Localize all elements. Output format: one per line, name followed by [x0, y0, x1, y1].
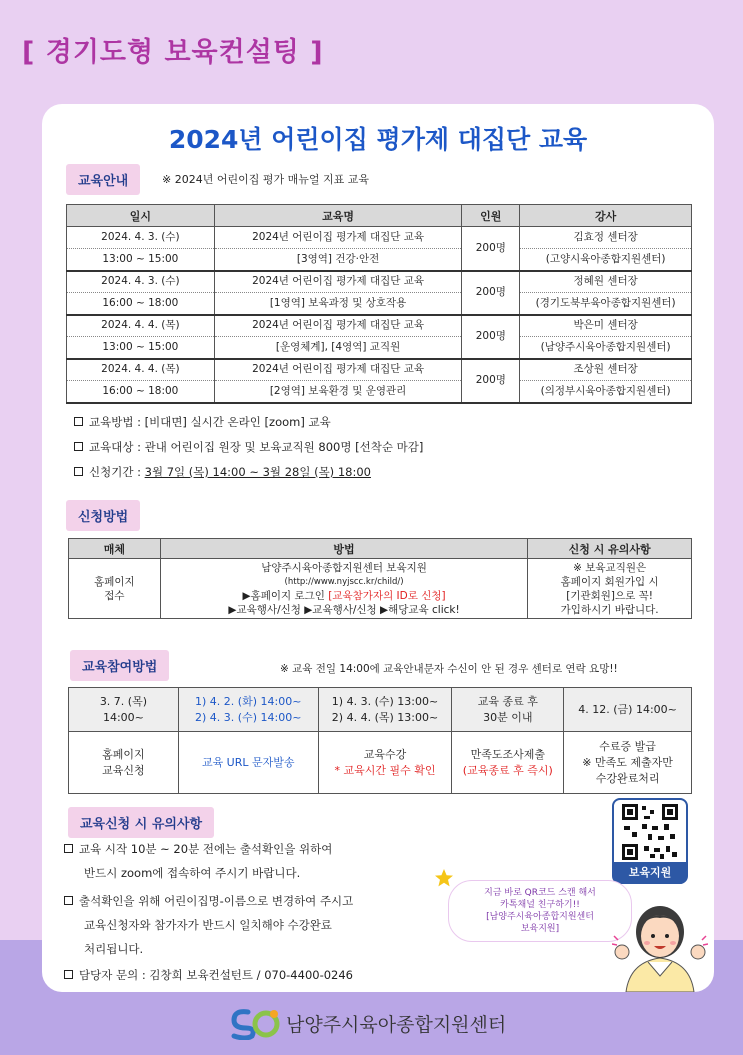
course-area: [운영체계], [4영역] 교직원: [214, 337, 462, 359]
session-count: 200명: [462, 359, 520, 403]
step-date-cell: 4. 12. (금) 14:00~: [564, 688, 692, 732]
step-label-row: [69, 732, 692, 794]
caution-text: 홈페이지 회원가입 시: [560, 575, 659, 588]
method-text: 남양주시육아종합지원센터 보육지원: [261, 561, 427, 574]
step-date: 1) 4. 2. (화) 14:00~: [195, 694, 302, 708]
bubble-text: 보육지원]: [520, 924, 560, 934]
checkbox-square-icon: [64, 844, 73, 853]
step-date: 2) 4. 3. (수) 14:00~: [195, 710, 302, 724]
table-row: [67, 227, 692, 249]
method-text: [161, 589, 527, 603]
caution-text: ※ 보육교직원은: [573, 561, 647, 574]
course-area: [3영역] 건강·안전: [214, 249, 462, 271]
table-row: [67, 315, 692, 337]
step-date-row: [69, 688, 692, 732]
media-text: 접수: [104, 589, 125, 602]
media-cell: [69, 559, 161, 619]
session-time: 13:00 ~ 15:00: [67, 249, 215, 271]
bubble-text: [남양주시육아종합지원센터: [486, 912, 594, 922]
table-row: [69, 559, 692, 619]
method-login: ▶홈페이지 로그인: [242, 589, 329, 602]
table-row: [67, 337, 692, 359]
header-caution: 신청 시 유의사항: [528, 539, 692, 559]
bullet-text: 교육 시작 10분 ~ 20분 전에는 출석확인을 위하여: [79, 842, 333, 856]
session-date: 2024. 4. 4. (목): [67, 315, 215, 337]
step-label: 교육수강: [363, 747, 407, 761]
checkbox-square-icon: [74, 442, 83, 451]
bullet-apply-period: [74, 464, 371, 480]
lecturer-name: 박은미 센터장: [520, 315, 692, 337]
bullet-edu-method: [74, 414, 331, 430]
content-card: [42, 104, 714, 992]
section-label-apply-method: 신청방법: [66, 500, 140, 531]
participation-steps-table: [68, 687, 692, 794]
checkbox-square-icon: [64, 896, 73, 905]
step-label-cell: [564, 732, 692, 794]
speech-bubble: [448, 880, 632, 942]
step-label: 수강완료처리: [595, 771, 660, 785]
bullet-text: 교육방법 : [비대면] 실시간 온라인 [zoom] 교육: [89, 415, 331, 429]
header-title: [ 경기도형 보육컨설팅 ]: [22, 37, 324, 68]
homepage-url-link[interactable]: (http://www.nyjscc.kr/child/): [284, 576, 404, 587]
step-date-cell: [318, 688, 452, 732]
section-label-edu-info: 교육안내: [66, 164, 140, 195]
course-title: 2024년 어린이집 평가제 대집단 교육: [214, 315, 462, 337]
course-title: 2024년 어린이집 평가제 대집단 교육: [214, 359, 462, 381]
header-media: 매체: [69, 539, 161, 559]
section-label-caution: 교육신청 시 유의사항: [68, 807, 214, 838]
step-label-cell: [452, 732, 564, 794]
caution-bullet-1-cont: 반드시 zoom에 접속하여 주시기 바랍니다.: [84, 866, 301, 880]
qr-code-icon: [622, 804, 678, 860]
section-note-edu-info: ※ 2024년 어린이집 평가 매뉴얼 지표 교육: [162, 173, 369, 186]
step-label: 교육신청: [102, 763, 145, 777]
caution-bullet-1: [64, 841, 332, 857]
step-date-cell: [178, 688, 318, 732]
caution-bullet-2-cont: 처리됩니다.: [84, 942, 144, 956]
footer-org-name: 남양주시육아종합지원센터: [286, 1014, 507, 1036]
method-text: ▶교육행사/신청 ▶교육행사/신청 ▶해당교육 click!: [228, 603, 460, 616]
step-date-cell: [452, 688, 564, 732]
checkbox-square-icon: [74, 467, 83, 476]
step-date: 교육 종료 후: [477, 694, 538, 708]
header-method: 방법: [160, 539, 527, 559]
caution-text: [기관회원]으로 꼭!: [566, 589, 654, 602]
lecturer-name: 조상원 센터장: [520, 359, 692, 381]
lecturer-org: (의정부시육아종합지원센터): [520, 381, 692, 403]
step-date-cell: [69, 688, 179, 732]
header-date: 일시: [67, 205, 215, 227]
section-label-participation: 교육참여방법: [70, 650, 169, 681]
method-login-note: [교육참가자의 ID로 신청]: [328, 589, 446, 602]
qr-label: 보육지원: [614, 862, 686, 884]
step-date: 3. 7. (목): [99, 694, 148, 708]
step-date: 14:00~: [102, 710, 144, 724]
course-area: [2영역] 보육환경 및 운영관리: [214, 381, 462, 403]
bullet-text: 신청기간 :: [89, 465, 145, 479]
caution-text: 가입하시기 바랍니다.: [560, 603, 659, 616]
step-label-warning: * 교육시간 필수 확인: [334, 763, 436, 777]
lecturer-org: (고양시육아종합지원센터): [520, 249, 692, 271]
course-title: 2024년 어린이집 평가제 대집단 교육: [214, 227, 462, 249]
table-row: [67, 249, 692, 271]
step-label: 홈페이지: [102, 747, 145, 761]
step-date: 30분 이내: [483, 710, 533, 724]
header-lecturer: 강사: [520, 205, 692, 227]
step-date: 1) 4. 3. (수) 13:00~: [331, 694, 439, 708]
table-row: [67, 293, 692, 315]
schedule-table: [66, 204, 692, 404]
lecturer-name: 김효정 센터장: [520, 227, 692, 249]
bubble-text: 카톡채널 친구하기!!: [500, 900, 580, 910]
session-time: 13:00 ~ 15:00: [67, 337, 215, 359]
step-label: ※ 만족도 제출자만: [582, 755, 673, 769]
caution-bullet-2-cont: 교육신청자와 참가자가 반드시 일치해야 수강완료: [84, 918, 332, 932]
session-time: 16:00 ~ 18:00: [67, 293, 215, 315]
course-area: [1영역] 보육과정 및 상호작용: [214, 293, 462, 315]
table-row: [67, 271, 692, 293]
session-time: 16:00 ~ 18:00: [67, 381, 215, 403]
session-date: 2024. 4. 4. (목): [67, 359, 215, 381]
table-header-row: [69, 539, 692, 559]
session-count: 200명: [462, 271, 520, 315]
star-icon: [434, 868, 454, 888]
session-count: 200명: [462, 227, 520, 271]
checkbox-square-icon: [64, 970, 73, 979]
table-row: [67, 359, 692, 381]
bullet-text: 출석확인을 위해 어린이집명-이름으로 변경하여 주시고: [79, 894, 354, 908]
checkbox-square-icon: [74, 417, 83, 426]
cheering-woman-illustration-icon: [612, 892, 708, 992]
lecturer-org: (경기도북부육아종합지원센터): [520, 293, 692, 315]
step-label-warning: (교육종료 후 즉시): [462, 763, 553, 777]
step-date: 2) 4. 4. (목) 13:00~: [331, 710, 439, 724]
step-label: 수료증 발급: [599, 739, 656, 753]
main-title: 2024년 어린이집 평가제 대집단 교육: [168, 125, 588, 154]
header-course: 교육명: [214, 205, 462, 227]
media-text: 홈페이지: [94, 575, 135, 588]
lecturer-org: (남양주시육아종합지원센터): [520, 337, 692, 359]
caution-bullet-2: [64, 893, 353, 909]
org-logo-icon: [228, 1006, 282, 1040]
caution-cell: [528, 559, 692, 619]
bullet-text: 교육대상 : 관내 어린이집 원장 및 보육교직원 800명 [선착순 마감]: [89, 440, 424, 454]
apply-method-table: [68, 538, 692, 619]
session-date: 2024. 4. 3. (수): [67, 271, 215, 293]
course-title: 2024년 어린이집 평가제 대집단 교육: [214, 271, 462, 293]
step-label-cell: 교육 URL 문자발송: [178, 732, 318, 794]
table-row: [67, 381, 692, 403]
section-note-participation: ※ 교육 전일 14:00에 교육안내문자 수신이 안 된 경우 센터로 연락 요망!!: [280, 663, 618, 675]
table-header-row: [67, 205, 692, 227]
step-label-cell: [318, 732, 452, 794]
session-count: 200명: [462, 315, 520, 359]
header-count: 인원: [462, 205, 520, 227]
contact-bullet: [64, 967, 353, 983]
contact-text: 담당자 문의 : 김창희 보육컨설턴트 / 070-4400-0246: [79, 968, 353, 982]
bullet-edu-target: [74, 439, 423, 455]
session-date: 2024. 4. 3. (수): [67, 227, 215, 249]
bubble-text: 지금 바로 QR코드 스캔 해서: [484, 888, 596, 898]
method-cell: [160, 559, 527, 619]
step-label: 만족도조사제출: [470, 747, 545, 761]
apply-period-value: 3월 7일 (목) 14:00 ~ 3월 28일 (목) 18:00: [144, 465, 371, 479]
step-label-cell: [69, 732, 179, 794]
lecturer-name: 정혜원 센터장: [520, 271, 692, 293]
